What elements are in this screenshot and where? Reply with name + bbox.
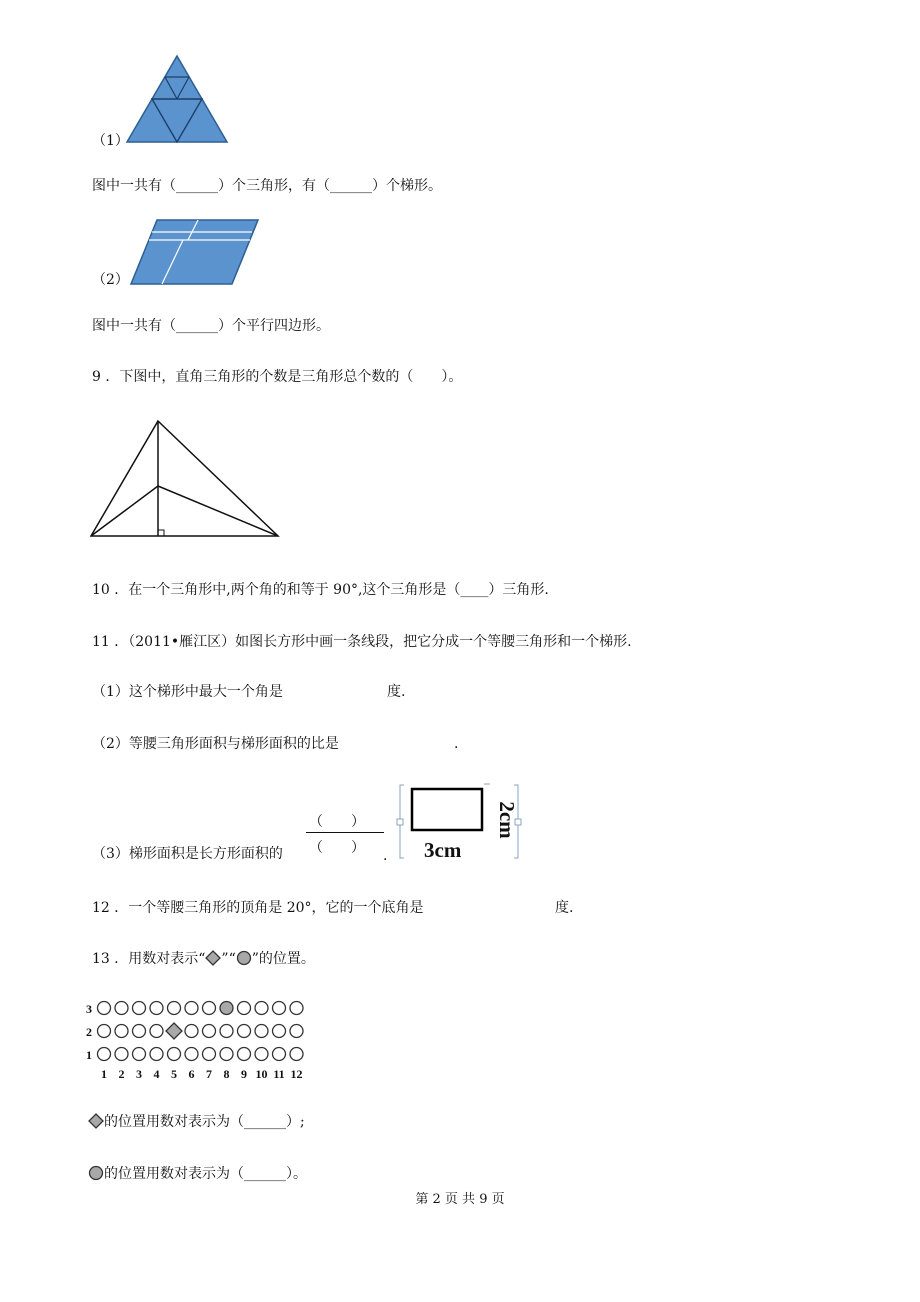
grid-circle bbox=[115, 1048, 128, 1061]
grid-circle bbox=[290, 1002, 303, 1015]
q8-line-2: 图中一共有（______）个平行四边形。 bbox=[92, 318, 330, 334]
grid-circle bbox=[115, 1025, 128, 1038]
question-11: 11 ．（2011•雁江区）如图长方形中画一条线段，把它分成一个等腰三角形和一个梯形. bbox=[92, 634, 632, 650]
column-label: 7 bbox=[206, 1067, 212, 1081]
column-label: 8 bbox=[223, 1067, 230, 1081]
grid-circle bbox=[255, 1025, 268, 1038]
grid-circle bbox=[168, 1002, 181, 1015]
grid-circle bbox=[238, 1048, 251, 1061]
rect-width-label: 3cm bbox=[424, 838, 462, 862]
triangle-figure bbox=[130, 52, 230, 147]
grid-circle bbox=[98, 1025, 111, 1038]
grid-circle bbox=[273, 1048, 286, 1061]
question-10: 10 ．在一个三角形中,两个角的和等于 90°,这个三角形是（____）三角形. bbox=[92, 582, 549, 598]
grid-circle bbox=[98, 1048, 111, 1061]
column-label: 12 bbox=[290, 1067, 303, 1081]
column-label: 1 bbox=[101, 1067, 107, 1081]
column-label: 3 bbox=[136, 1067, 142, 1081]
grid-circle bbox=[133, 1002, 146, 1015]
grid-circle bbox=[290, 1025, 303, 1038]
grid-circle bbox=[238, 1002, 251, 1015]
grid-circle bbox=[115, 1002, 128, 1015]
dot-marker-icon bbox=[88, 1165, 104, 1181]
question-13 bbox=[92, 949, 315, 969]
grid-circle bbox=[185, 1048, 198, 1061]
right-triangle-figure bbox=[88, 418, 288, 542]
q11-sub2-suffix: . bbox=[454, 736, 459, 752]
row-label: 3 bbox=[86, 1002, 92, 1016]
grid-circle bbox=[290, 1048, 303, 1061]
diamond-marker-icon bbox=[88, 1113, 104, 1129]
q11-sub1-suffix: 度. bbox=[387, 684, 406, 700]
grid-circle bbox=[273, 1025, 286, 1038]
grid-circle bbox=[273, 1002, 286, 1015]
grid-circle bbox=[185, 1025, 198, 1038]
column-label: 10 bbox=[255, 1067, 268, 1081]
grid-circle bbox=[150, 1048, 163, 1061]
grid-circle bbox=[255, 1048, 268, 1061]
q11-sub2-prefix: （2）等腰三角形面积与梯形面积的比是 bbox=[92, 736, 339, 752]
column-label: 11 bbox=[273, 1067, 285, 1081]
diamond-marker bbox=[166, 1023, 182, 1039]
grid-circle bbox=[150, 1025, 163, 1038]
q13-answer-2-text: 的位置用数对表示为（______）。 bbox=[104, 1166, 307, 1182]
grid-circle bbox=[168, 1048, 181, 1061]
q11-sub3-prefix: （3）梯形面积是长方形面积的 bbox=[92, 846, 283, 862]
dot-marker bbox=[220, 1002, 233, 1015]
q11-sub1-prefix: （1）这个梯形中最大一个角是 bbox=[92, 684, 283, 700]
q13-answer-1 bbox=[88, 1112, 305, 1132]
q13-answer-1-text: 的位置用数对表示为（______）; bbox=[104, 1114, 305, 1130]
grid-circle bbox=[185, 1002, 198, 1015]
q12-suffix: 度. bbox=[555, 900, 574, 916]
grid-circle bbox=[203, 1048, 216, 1061]
column-label: 5 bbox=[171, 1067, 177, 1081]
grid-circle bbox=[150, 1002, 163, 1015]
row-label: 2 bbox=[86, 1025, 92, 1039]
grid-circle bbox=[133, 1025, 146, 1038]
grid-circle bbox=[238, 1025, 251, 1038]
q13-text-prefix: 13 ．用数对表示“ bbox=[92, 951, 206, 967]
figure-2-label: （2） bbox=[92, 272, 129, 288]
column-label: 9 bbox=[241, 1067, 247, 1081]
fraction-numerator: （ ） bbox=[309, 814, 365, 830]
column-label: 2 bbox=[118, 1067, 125, 1081]
diamond-marker-icon bbox=[205, 950, 221, 966]
grid-circle bbox=[255, 1002, 268, 1015]
grid-circle bbox=[98, 1002, 111, 1015]
fraction-bar bbox=[306, 832, 384, 833]
q13-text-mid: ”“ bbox=[221, 951, 236, 967]
grid-circle bbox=[220, 1048, 233, 1061]
row-label: 1 bbox=[86, 1048, 92, 1062]
grid-circle bbox=[133, 1048, 146, 1061]
fraction-denominator: （ ） bbox=[309, 840, 365, 856]
rect-height-label: 2cm bbox=[495, 801, 519, 839]
q11-sub3-suffix: . bbox=[383, 848, 388, 864]
coordinate-grid bbox=[84, 996, 329, 1086]
figure-1-label: （1） bbox=[92, 133, 129, 149]
grid-circle bbox=[203, 1025, 216, 1038]
parallelogram-figure bbox=[128, 218, 260, 286]
q8-line-1: 图中一共有（______）个三角形，有（______）个梯形。 bbox=[92, 178, 442, 194]
grid-circle bbox=[220, 1025, 233, 1038]
dot-marker-icon bbox=[236, 950, 252, 966]
page-footer: 第 2 页 共 9 页 bbox=[415, 1192, 505, 1207]
q13-text-suffix: ”的位置。 bbox=[251, 951, 315, 967]
column-label: 4 bbox=[153, 1067, 160, 1081]
question-9: 9 ．下图中，直角三角形的个数是三角形总个数的（ ）。 bbox=[92, 369, 463, 385]
column-label: 6 bbox=[188, 1067, 195, 1081]
q13-answer-2 bbox=[88, 1164, 307, 1184]
question-12: 12 ．一个等腰三角形的顶角是 20°，它的一个底角是 bbox=[92, 900, 424, 916]
grid-circle bbox=[203, 1002, 216, 1015]
